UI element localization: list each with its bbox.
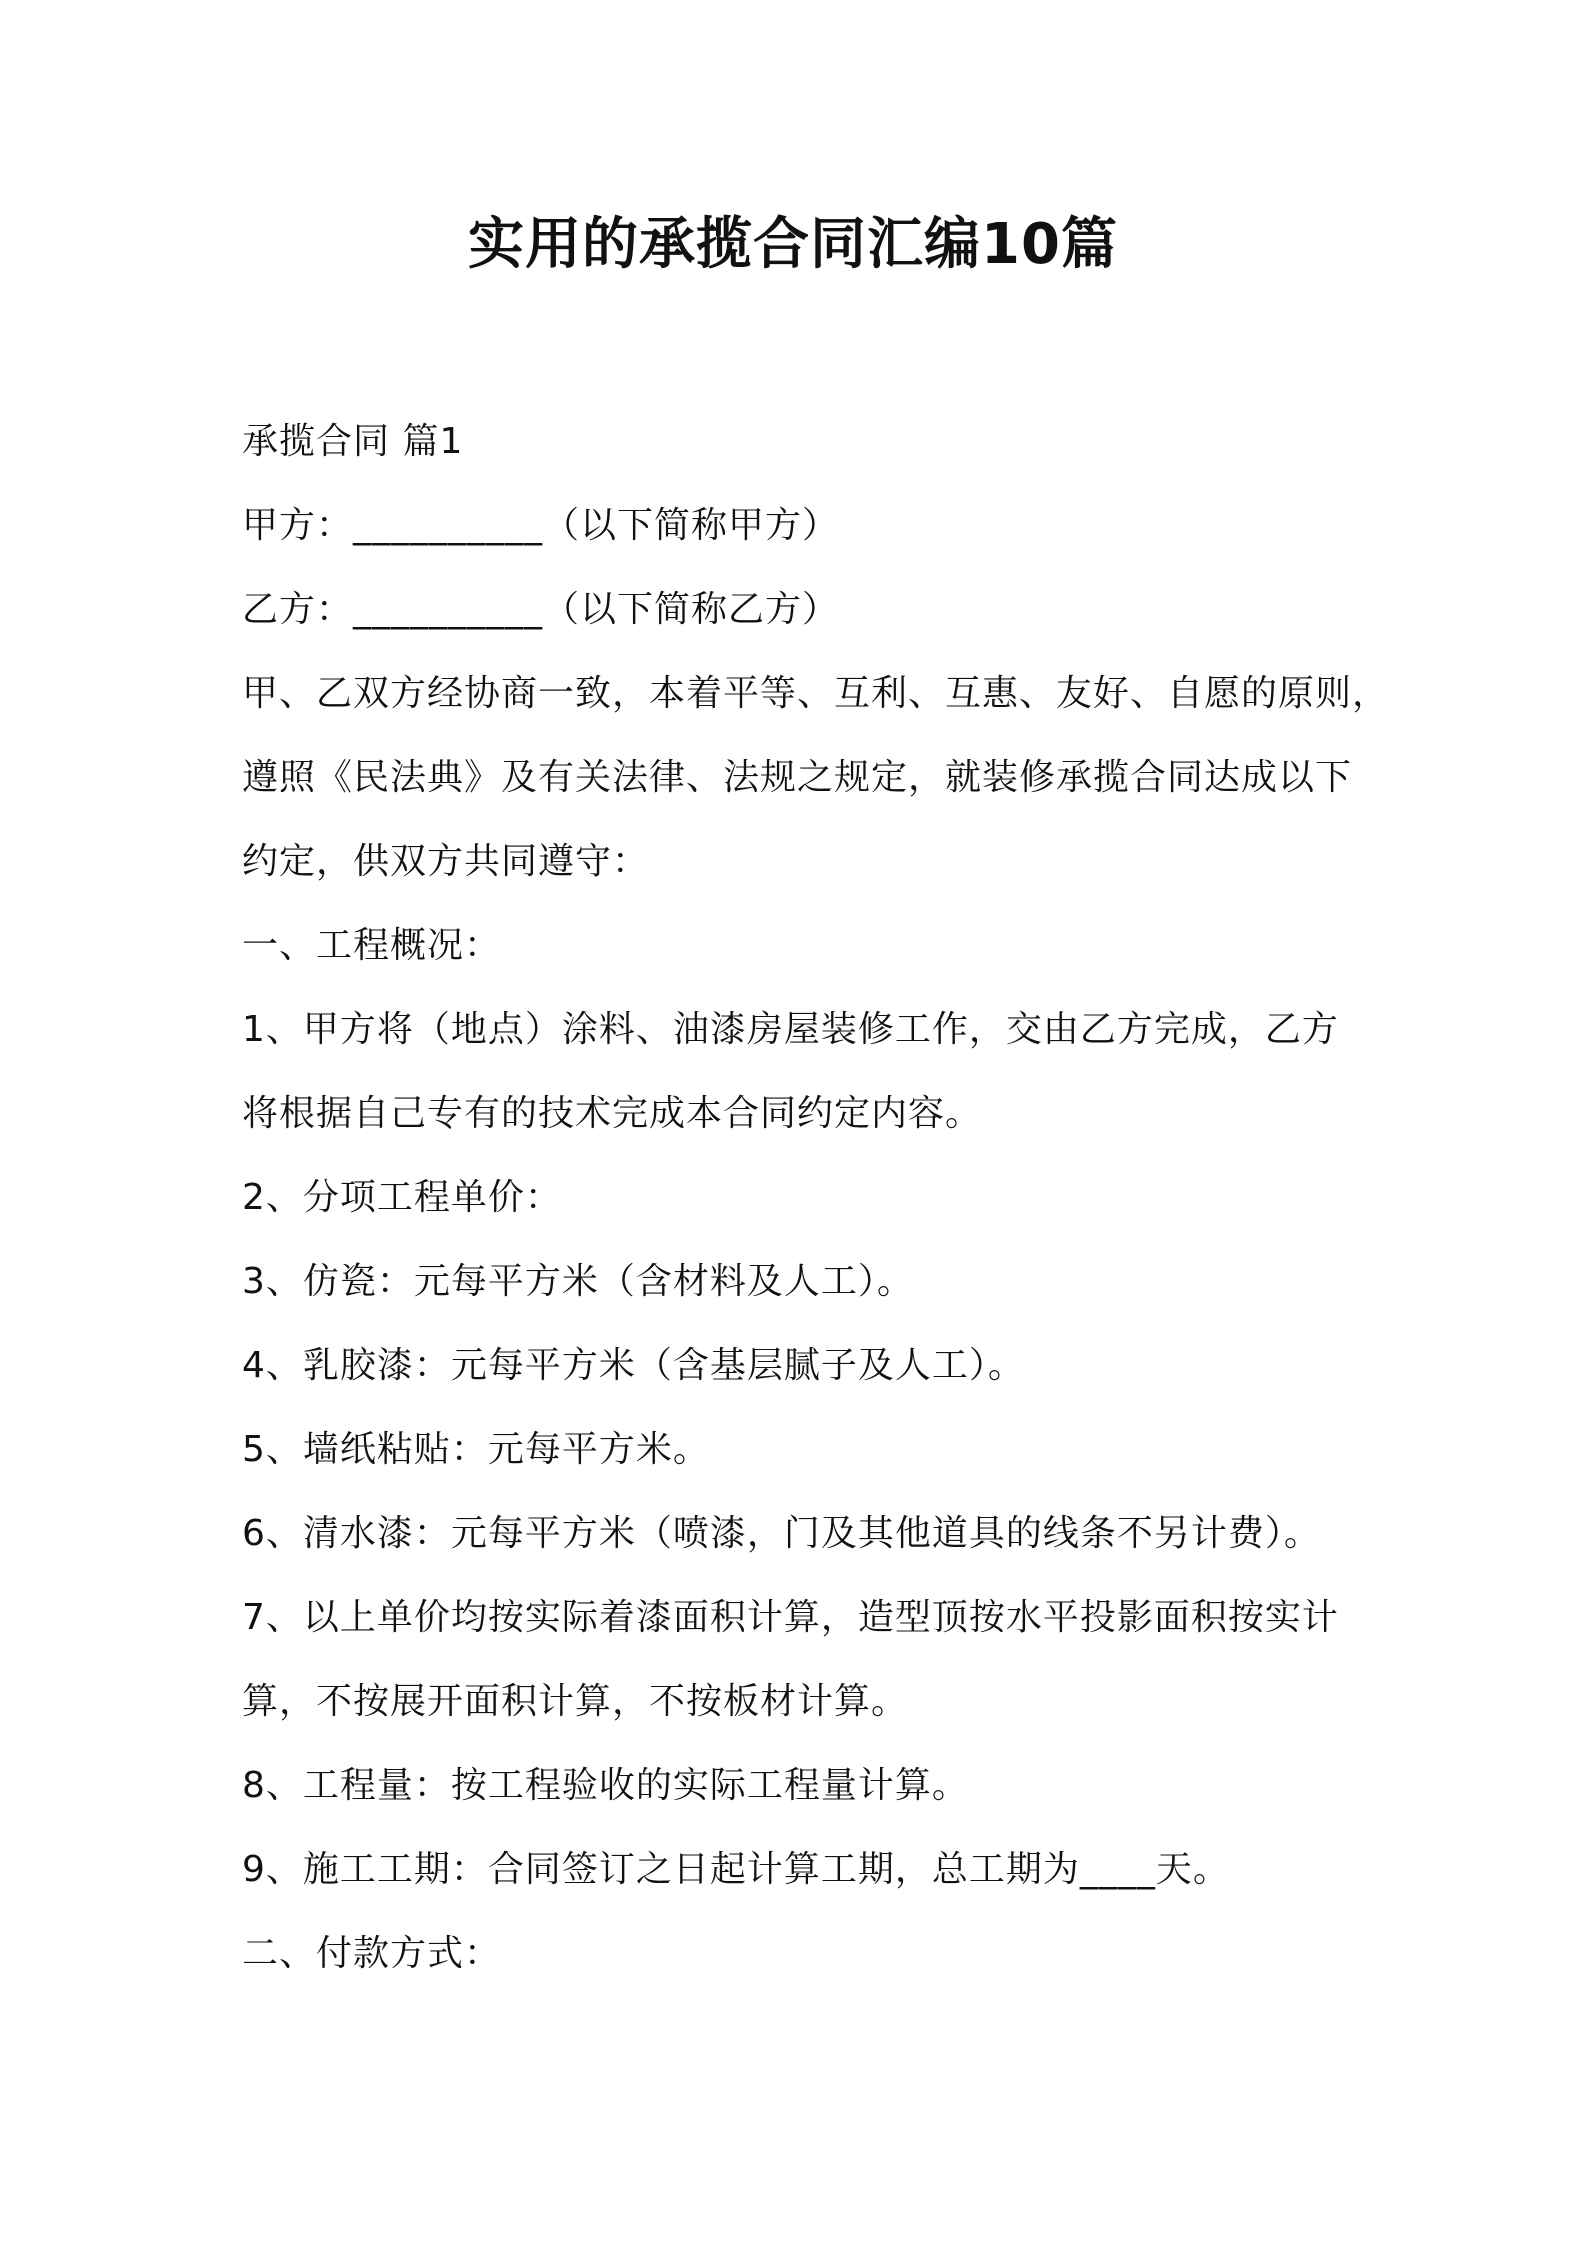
paragraph-line: 约定，供双方共同遵守： — [242, 841, 650, 882]
paragraph-line: 5、墙纸粘贴：元每平方米。 — [242, 1429, 710, 1470]
paragraph-line: 遵照《民法典》及有关法律、法规之规定，就装修承揽合同达成以下 — [242, 757, 1353, 798]
party-b-line: 乙方：__________（以下简称乙方） — [242, 589, 840, 630]
paragraph-line: 4、乳胶漆：元每平方米（含基层腻子及人工）。 — [242, 1345, 1025, 1386]
paragraph-line: 6、清水漆：元每平方米（喷漆，门及其他道具的线条不另计费）。 — [242, 1513, 1321, 1554]
paragraph-line: 甲、乙双方经协商一致，本着平等、互利、互惠、友好、自愿的原则， — [242, 673, 1390, 714]
clause-heading: 二、付款方式： — [242, 1933, 502, 1974]
paragraph-line: 7、以上单价均按实际着漆面积计算，造型顶按水平投影面积按实计 — [242, 1597, 1339, 1638]
paragraph-line: 算，不按展开面积计算，不按板材计算。 — [242, 1681, 909, 1722]
paragraph-line: 1、甲方将（地点）涂料、油漆房屋装修工作，交由乙方完成，乙方 — [242, 1009, 1339, 1050]
paragraph-line: 将根据自己专有的技术完成本合同约定内容。 — [242, 1093, 983, 1134]
party-a-line: 甲方：__________（以下简称甲方） — [242, 505, 840, 546]
section-heading: 承揽合同 篇1 — [242, 421, 464, 462]
clause-heading: 一、工程概况： — [242, 925, 502, 966]
paragraph-line: 2、分项工程单价： — [242, 1177, 562, 1218]
document-title: 实用的承揽合同汇编10篇 — [468, 212, 1118, 277]
paragraph-line: 9、施工工期：合同签订之日起计算工期，总工期为____天。 — [242, 1849, 1230, 1890]
document-body — [242, 400, 1390, 1996]
paragraph-line: 8、工程量：按工程验收的实际工程量计算。 — [242, 1765, 969, 1806]
paragraph-line: 3、仿瓷：元每平方米（含材料及人工）。 — [242, 1261, 914, 1302]
